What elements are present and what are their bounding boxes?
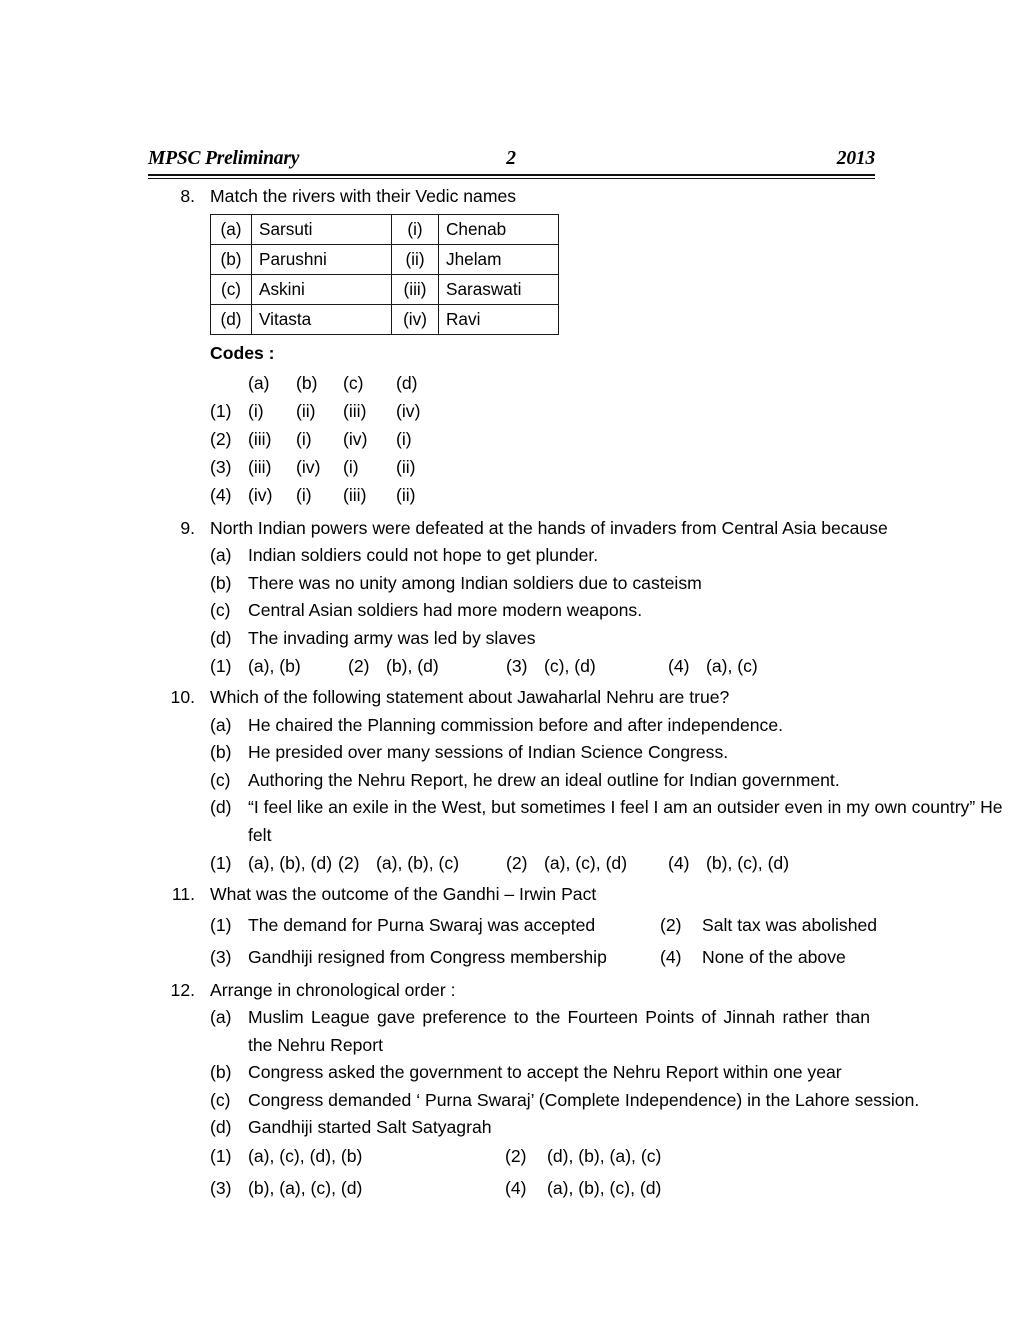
option-text: Indian soldiers could not hope to get plunder.: [248, 545, 599, 565]
question-9-option-c[interactable]: [0, 597, 1020, 625]
match-right-label: (ii): [392, 244, 439, 274]
answer-choice-3[interactable]: [506, 849, 627, 877]
table-row: [211, 274, 559, 304]
codes-row-key: (4): [210, 484, 232, 505]
question-11-text: What was the outcome of the Gandhi – Irwin Pact: [210, 884, 597, 904]
option-label: (b): [210, 742, 232, 762]
question-12-answer-row-1: [0, 1142, 1020, 1170]
question-11: [0, 881, 1020, 971]
codes-col-c: (c): [343, 372, 364, 393]
codes-row-key: (2): [210, 428, 232, 449]
codes-cell-b: (i): [296, 484, 312, 505]
question-10-number: 10.: [170, 687, 195, 707]
answer-choice-2[interactable]: [660, 911, 877, 939]
question-11-stem: [0, 881, 1020, 909]
codes-label: Codes :: [210, 342, 275, 363]
answer-choice-4[interactable]: [660, 943, 846, 971]
codes-cell-d: (i): [396, 428, 412, 449]
option-label: (c): [210, 1089, 231, 1110]
codes-row-key: (1): [210, 400, 232, 421]
question-9-stem: [0, 515, 1020, 543]
question-8: [0, 183, 1020, 509]
question-11-number: 11.: [171, 884, 195, 904]
answer-number: (2): [338, 853, 360, 873]
codes-grid: [210, 369, 1020, 509]
question-9-number: 9.: [180, 517, 195, 538]
codes-col-a: (a): [248, 372, 270, 393]
question-11-answer-row-1: [0, 911, 1020, 939]
answer-number: (3): [210, 1177, 232, 1198]
answer-text: (a), (b), (d): [248, 853, 333, 873]
question-12-option-a[interactable]: [0, 1004, 1020, 1059]
option-text: Muslim League gave preference to the Fourteen Points of Jinnah rather than the Nehru Report: [248, 1007, 870, 1055]
option-label: (b): [210, 1062, 232, 1082]
question-10-option-b[interactable]: [0, 739, 1020, 767]
question-10: [0, 684, 1020, 877]
answer-choice-1[interactable]: [210, 849, 332, 877]
option-text: He chaired the Planning commission before and after independence.: [248, 714, 783, 735]
codes-cell-b: (iv): [296, 456, 321, 477]
table-row: [211, 214, 559, 244]
answer-number: (4): [505, 1177, 527, 1198]
codes-col-b: (b): [296, 372, 318, 393]
answer-number: (2): [348, 656, 370, 676]
page-header-row: [148, 148, 875, 172]
answer-choice-4[interactable]: [505, 1174, 661, 1202]
option-text: “I feel like an exile in the West, but sometimes I feel I am an outsider even in my own country” He felt: [248, 797, 1003, 845]
match-left-label: (d): [211, 304, 252, 334]
answer-number: (3): [210, 946, 232, 967]
answer-text: (a), (c): [706, 656, 758, 676]
question-8-text: Match the rivers with their Vedic names: [210, 186, 517, 206]
option-label: (d): [210, 1117, 232, 1137]
answer-text: (a), (c), (d): [544, 853, 628, 873]
match-table: [210, 214, 559, 335]
codes-option-row[interactable]: [210, 425, 1020, 453]
question-12-answer-row-2: [0, 1174, 1020, 1202]
match-left-label: (b): [211, 244, 252, 274]
option-text: Congress demanded ‘ Purna Swaraj’ (Complete Independence) in the Lahore session.: [248, 1089, 920, 1110]
codes-cell-a: (iii): [248, 456, 272, 477]
match-left-label: (a): [211, 214, 252, 244]
option-label: (d): [210, 627, 232, 648]
question-12-text: Arrange in chronological order :: [210, 979, 456, 1000]
answer-choice-3[interactable]: [506, 652, 596, 680]
option-text: Authoring the Nehru Report, he drew an ideal outline for Indian government.: [248, 769, 840, 790]
question-9-text: North Indian powers were defeated at the hands of invaders from Central Asia because: [210, 517, 888, 538]
codes-cell-c: (iv): [343, 428, 368, 449]
codes-cell-d: (ii): [396, 456, 416, 477]
codes-header-row: [210, 369, 1020, 397]
answer-text: (a), (b), (c): [376, 853, 460, 873]
answer-text: Gandhiji resigned from Congress membership: [248, 946, 607, 967]
answer-number: (1): [210, 914, 232, 935]
answer-number: (4): [668, 656, 690, 676]
option-label: (c): [210, 600, 231, 620]
answer-text: (b), (c), (d): [706, 853, 790, 873]
match-right-value: Jhelam: [439, 244, 559, 274]
page-header: [148, 148, 875, 178]
option-text: There was no unity among Indian soldiers due to casteism: [248, 572, 702, 593]
answer-choice-2[interactable]: [338, 849, 459, 877]
option-label: (c): [210, 769, 231, 790]
answer-number: (1): [210, 853, 232, 873]
answer-choice-2[interactable]: [348, 652, 439, 680]
answer-text: (a), (c), (d), (b): [248, 1145, 363, 1166]
answer-text: Salt tax was abolished: [702, 914, 878, 935]
question-11-answer-row-2: [0, 943, 1020, 971]
option-text: Congress asked the government to accept the Nehru Report within one year: [248, 1062, 842, 1082]
codes-col-d: (d): [396, 372, 418, 393]
match-left-value: Sarsuti: [252, 214, 392, 244]
match-right-label: (i): [392, 214, 439, 244]
table-row: [211, 304, 559, 334]
question-8-number: 8.: [180, 186, 195, 206]
question-12-stem: [0, 977, 1020, 1005]
codes-row-key: (3): [210, 456, 232, 477]
codes-cell-a: (i): [248, 400, 264, 421]
question-10-text: Which of the following statement about Jawaharlal Nehru are true?: [210, 687, 730, 707]
codes-option-row[interactable]: [210, 397, 1020, 425]
question-10-option-c[interactable]: [0, 767, 1020, 795]
question-12-option-d[interactable]: [0, 1114, 1020, 1142]
option-text: He presided over many sessions of Indian Science Congress.: [248, 742, 729, 762]
codes-cell-a: (iii): [248, 428, 272, 449]
answer-choice-3[interactable]: [210, 1174, 362, 1202]
question-8-stem: [0, 183, 1020, 211]
codes-option-row[interactable]: [210, 453, 1020, 481]
question-10-option-a[interactable]: [0, 712, 1020, 740]
codes-cell-d: (ii): [396, 484, 416, 505]
match-right-value: Ravi: [439, 304, 559, 334]
answer-choice-1[interactable]: [210, 911, 595, 939]
answer-text: The demand for Purna Swaraj was accepted: [248, 914, 596, 935]
option-label: (a): [210, 545, 232, 565]
codes-cell-c: (iii): [343, 400, 367, 421]
codes-cell-d: (iv): [396, 400, 421, 421]
answer-text: None of the above: [702, 946, 846, 967]
option-label: (a): [210, 714, 232, 735]
codes-cell-b: (ii): [296, 400, 316, 421]
exam-title: MPSC Preliminary: [148, 148, 300, 169]
question-9-option-a[interactable]: [0, 542, 1020, 570]
question-12: [0, 977, 1020, 1202]
match-left-label: (c): [211, 274, 252, 304]
question-12-option-b[interactable]: [0, 1059, 1020, 1087]
option-text: Gandhiji started Salt Satyagrah: [248, 1117, 492, 1137]
answer-choice-4[interactable]: [668, 652, 758, 680]
match-right-label: (iv): [392, 304, 439, 334]
question-10-option-d[interactable]: [0, 794, 1020, 849]
answer-text: (a), (b): [248, 656, 301, 676]
option-label: (a): [210, 1007, 232, 1027]
page-number: 2: [506, 148, 516, 169]
answer-choice-1[interactable]: [210, 1142, 362, 1170]
answer-choice-2[interactable]: [505, 1142, 661, 1170]
match-right-value: Chenab: [439, 214, 559, 244]
questions-container: [0, 183, 1020, 1202]
codes-cell-c: (i): [343, 456, 359, 477]
answer-choice-1[interactable]: [210, 652, 301, 680]
answer-number: (2): [505, 1145, 527, 1166]
answer-choice-4[interactable]: [668, 849, 789, 877]
question-9-answer-row: [0, 652, 1020, 680]
header-rule: [148, 174, 875, 179]
match-left-value: Askini: [252, 274, 392, 304]
match-left-value: Vitasta: [252, 304, 392, 334]
answer-choice-3[interactable]: [210, 943, 607, 971]
answer-number: (4): [668, 853, 690, 873]
codes-option-row[interactable]: [210, 481, 1020, 509]
answer-number: (2): [506, 853, 528, 873]
match-right-value: Saraswati: [439, 274, 559, 304]
codes-cell-b: (i): [296, 428, 312, 449]
question-10-answer-row: [0, 849, 1020, 877]
table-row: [211, 244, 559, 274]
match-right-label: (iii): [392, 274, 439, 304]
answer-text: (a), (b), (c), (d): [547, 1177, 662, 1198]
question-12-option-c[interactable]: [0, 1087, 1020, 1115]
answer-number: (1): [210, 656, 232, 676]
codes-cell-a: (iv): [248, 484, 273, 505]
answer-number: (4): [660, 946, 682, 967]
answer-number: (3): [506, 656, 528, 676]
answer-text: (c), (d): [544, 656, 596, 676]
exam-year: 2013: [836, 148, 875, 169]
option-label: (b): [210, 572, 232, 593]
option-label: (d): [210, 797, 232, 817]
question-9: [0, 515, 1020, 681]
answer-text: (b), (d): [386, 656, 439, 676]
option-text: Central Asian soldiers had more modern weapons.: [248, 600, 643, 620]
answer-number: (2): [660, 914, 682, 935]
question-12-number: 12.: [170, 979, 195, 1000]
question-9-option-b[interactable]: [0, 570, 1020, 598]
answer-text: (b), (a), (c), (d): [248, 1177, 363, 1198]
answer-number: (1): [210, 1145, 232, 1166]
codes-cell-c: (iii): [343, 484, 367, 505]
question-10-stem: [0, 684, 1020, 712]
option-text: The invading army was led by slaves: [248, 627, 536, 648]
question-9-option-d[interactable]: [0, 625, 1020, 653]
answer-text: (d), (b), (a), (c): [547, 1145, 662, 1166]
match-left-value: Parushni: [252, 244, 392, 274]
